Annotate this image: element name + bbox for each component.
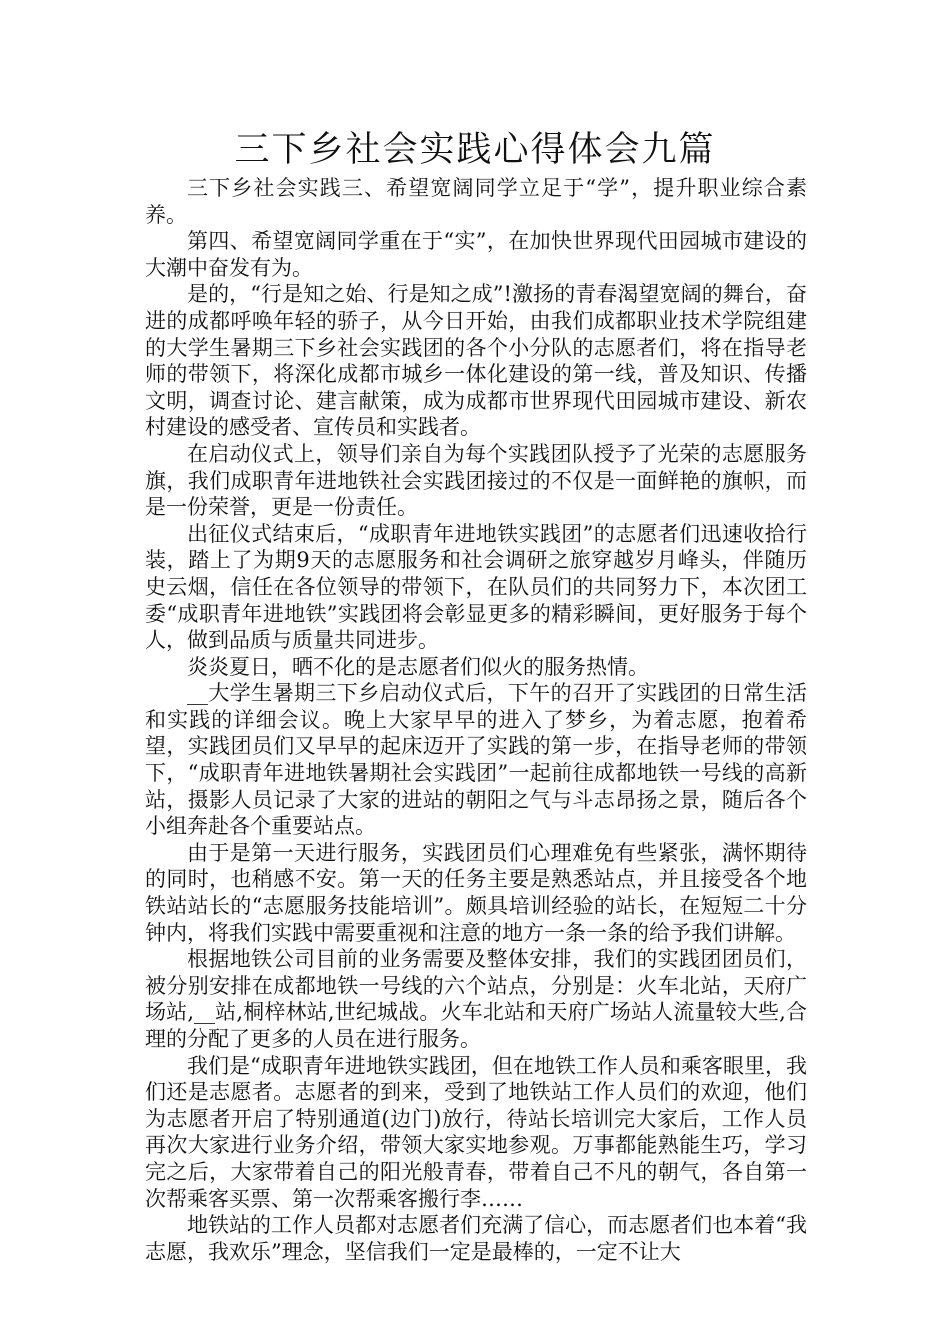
paragraph: 地铁站的工作人员都对志愿者们充满了信心，而志愿者们也本着“我志愿，我欢乐”理念，坚信我们一定是最棒的，一定不让大 <box>145 1213 807 1264</box>
paragraph: 由于是第一天进行服务，实践团员们心理难免有些紧张，满怀期待的同时，也稍感不安。第一天的任务主要是熟悉站点，并且接受各个地铁站站长的“志愿服务技能培训”。颇具培训经验的站长，在短短二十分钟内，将我们实践中需要重视和注意的地方一条一条的给予我们讲解。 <box>145 840 807 945</box>
document-body <box>145 175 807 1265</box>
paragraph: 三下乡社会实践三、希望宽阔同学立足于“学”，提升职业综合素养。 <box>145 176 807 227</box>
document-title: 三下乡社会实践心得体会九篇 <box>234 130 716 170</box>
paragraph: 我们是“成职青年进地铁实践团，但在地铁工作人员和乘客眼里，我们还是志愿者。志愿者的到来，受到了地铁站工作人员们的欢迎，他们为志愿者开启了特别通道(边门)放行，待站长培训完大家后，工作人员再次大家进行业务介绍，带领大家实地参观。万事都能熟能生巧，学习完之后，大家带着自己的阳光般青春，带着自己不凡的朝气，各自第一次帮乘客买票、第一次帮乘客搬行李…… <box>145 1053 807 1211</box>
paragraph: 出征仪式结束后，“成职青年进地铁实践团”的志愿者们迅速收拾行装，踏上了为期9天的志愿服务和社会调研之旅穿越岁月峰头，伴随历史云烟，信任在各位领导的带领下，在队员们的共同努力下，本次团工委“成职青年进地铁”实践团将会彰显更多的精彩瞬间，更好服务于每个人，做到品质与质量共同进步。 <box>145 521 807 653</box>
paragraph: 第四、希望宽阔同学重在于“实”，在加快世界现代田园城市建设的大潮中奋发有为。 <box>145 229 807 280</box>
paragraph: __大学生暑期三下乡启动仪式后，下午的召开了实践团的日常生活和实践的详细会议。晚上大家早早的进入了梦乡，为着志愿，抱着希望，实践团员们又早早的起床迈开了实践的第一步，在指导老师的带领下，“成职青年进地铁暑期社会实践团”一起前往成都地铁一号线的高新站，摄影人员记录了大家的进站的朝阳之气与斗志昂扬之景，随后各个小组奔赴各个重要站点。 <box>145 681 807 839</box>
paragraph: 是的，“行是知之始、行是知之成”!激扬的青春渴望宽阔的舞台，奋进的成都呼唤年轻的骄子，从今日开始，由我们成都职业技术学院组建的大学生暑期三下乡社会实践团的各个小分队的志愿者们，将在指导老师的带领下，将深化成都市城乡一体化建设的第一线，普及知识、传播文明，调查讨论、建言献策，成为成都市世界现代田园城市建设、新农村建设的感受者、宣传员和实践者。 <box>145 282 807 440</box>
paragraph: 根据地铁公司目前的业务需要及整体安排，我们的实践团团员们，被分别安排在成都地铁一号线的六个站点，分别是：火车北站，天府广场站,__站,桐梓林站,世纪城战。火车北站和天府广场站人流量较大些,合理的分配了更多的人员在进行服务。 <box>145 947 807 1051</box>
paragraph: 炎炎夏日，晒不化的是志愿者们似火的服务热情。 <box>187 654 649 679</box>
paragraph: 在启动仪式上，领导们亲自为每个实践团队授予了光荣的志愿服务旗，我们成职青年进地铁社会实践团接过的不仅是一面鲜艳的旗帜，而是一份荣誉，更是一份责任。 <box>145 441 807 520</box>
